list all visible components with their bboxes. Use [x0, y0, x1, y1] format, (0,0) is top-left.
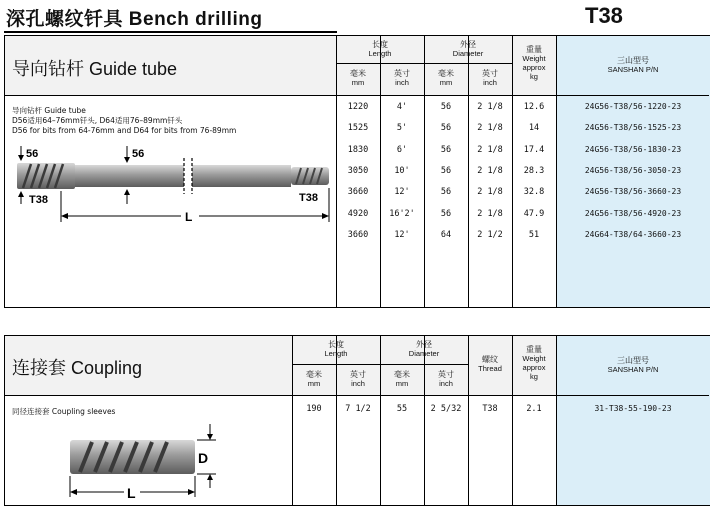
cell-part-number: 24G56-T38/56-3660-23	[584, 187, 682, 197]
cell-weight: 51	[528, 229, 540, 240]
coupling-label-l: L	[127, 485, 136, 501]
section-title-coupling: 连接套 Coupling	[12, 358, 143, 378]
cell-part-number: 24G56-T38/56-4920-23	[584, 208, 682, 218]
cell-part-number: 31-T38-55-190-23	[594, 404, 672, 413]
cell-weight: 47.9	[523, 208, 545, 219]
drawing-label-d-left: 56	[26, 148, 39, 160]
cell-length-mm: 4920	[347, 208, 369, 219]
cell-length-inch: 16'2'	[389, 208, 415, 219]
coupling-label-d: D	[198, 450, 209, 466]
cell-diameter-mm: 55	[396, 404, 408, 414]
title-underline	[4, 31, 337, 33]
coupling-header-diameter-inch: 英寸 inch	[438, 370, 454, 388]
cell-diameter-mm: 56	[440, 165, 452, 176]
coupling-header-code: 三山型号 SANSHAN P/N	[607, 356, 659, 374]
cell-length-inch: 6'	[396, 144, 408, 155]
coupling-description: 同径连接套 Coupling sleeves	[12, 407, 116, 416]
cell-weight: 17.4	[523, 144, 545, 155]
header-length: 长度 Length	[368, 40, 392, 58]
cell-diameter-mm: 56	[440, 144, 452, 155]
coupling-drawing	[60, 422, 230, 502]
cell-length-mm: 3050	[347, 165, 369, 176]
coupling-header-length-mm: 毫米 mm	[306, 370, 322, 388]
coupling-header-length-inch: 英寸 inch	[350, 370, 366, 388]
cell-length-mm: 1220	[347, 102, 369, 112]
guide-tube-description: 导向钻杆 Guide tube D56适用64–76mm钎头, D64适用76–89mm钎头 D56 for bits from 64-76mm and D64 for bits from 76-89mm	[12, 106, 237, 135]
cell-diameter-inch: 2 1/8	[477, 187, 503, 198]
cell-length-mm: 3660	[347, 229, 369, 240]
drawing-label-d-right: 56	[132, 148, 145, 160]
header-length-mm: 毫米 mm	[350, 69, 366, 87]
coupling-section	[4, 335, 710, 506]
drawing-label-thread-left: T38	[29, 194, 48, 206]
cell-length-inch: 12'	[394, 229, 410, 240]
cell-length-inch: 4'	[396, 102, 408, 112]
coupling-header-thread: 螺纹 Thread	[478, 355, 502, 373]
cell-weight: 32.8	[523, 187, 545, 198]
cell-length-inch: 7 1/2	[345, 404, 371, 414]
cell-diameter-inch: 2 1/8	[477, 208, 503, 219]
coupling-header-diameter-mm: 毫米 mm	[394, 370, 410, 388]
cell-part-number: 24G64-T38/64-3660-23	[584, 229, 682, 239]
cell-diameter-inch: 2 5/32	[430, 404, 462, 414]
cell-length-inch: 5'	[396, 123, 408, 134]
coupling-header-length: 长度 Length	[324, 340, 348, 358]
cell-part-number: 24G56-T38/56-1830-23	[584, 144, 682, 154]
cell-part-number: 24G56-T38/56-1525-23	[584, 123, 682, 133]
drawing-label-length: L	[185, 210, 193, 224]
cell-diameter-mm: 56	[440, 208, 452, 219]
cell-diameter-inch: 2 1/8	[477, 102, 503, 112]
section-title-guide-tube: 导向钻杆 Guide tube	[12, 59, 178, 79]
header-code: 三山型号 SANSHAN P/N	[607, 56, 659, 74]
drawing-label-thread-right: T38	[299, 192, 318, 204]
coupling-header-weight: 重量 Weight approx kg	[522, 345, 546, 381]
cell-diameter-mm: 56	[440, 102, 452, 112]
cell-part-number: 24G56-T38/56-3050-23	[584, 165, 682, 175]
series-code: T38	[585, 3, 623, 28]
cell-length-inch: 12'	[394, 187, 410, 198]
guide-tube-drawing	[11, 146, 336, 226]
guide-tube-section	[4, 35, 710, 308]
cell-weight: 2.1	[526, 404, 542, 414]
header-weight: 重量 Weight approx kg	[522, 45, 546, 81]
cell-weight: 12.6	[523, 102, 545, 112]
cell-diameter-inch: 2 1/8	[477, 165, 503, 176]
cell-weight: 14	[528, 123, 540, 134]
cell-diameter-mm: 56	[440, 187, 452, 198]
rod-main-body	[75, 165, 291, 187]
cell-length-inch: 10'	[394, 165, 410, 176]
header-diameter: 外径 Diameter	[452, 40, 484, 58]
cell-length-mm: 1525	[347, 123, 369, 134]
cell-length-mm: 3660	[347, 187, 369, 198]
cell-diameter-mm: 64	[440, 229, 452, 240]
coupling-header-diameter: 外径 Diameter	[408, 340, 440, 358]
cell-weight: 28.3	[523, 165, 545, 176]
cell-thread: T38	[482, 404, 498, 414]
header-diameter-inch: 英寸 inch	[482, 69, 498, 87]
cell-length-mm: 1830	[347, 144, 369, 155]
cell-diameter-inch: 2 1/8	[477, 123, 503, 134]
cell-diameter-mm: 56	[440, 123, 452, 134]
header-length-inch: 英寸 inch	[394, 69, 410, 87]
page-title: 深孔螺纹钎具 Bench drilling	[6, 9, 263, 30]
cell-part-number: 24G56-T38/56-1220-23	[584, 102, 682, 111]
header-diameter-mm: 毫米 mm	[438, 69, 454, 87]
cell-length-mm: 190	[306, 404, 322, 414]
cell-diameter-inch: 2 1/8	[477, 144, 503, 155]
cell-diameter-inch: 2 1/2	[477, 229, 503, 240]
